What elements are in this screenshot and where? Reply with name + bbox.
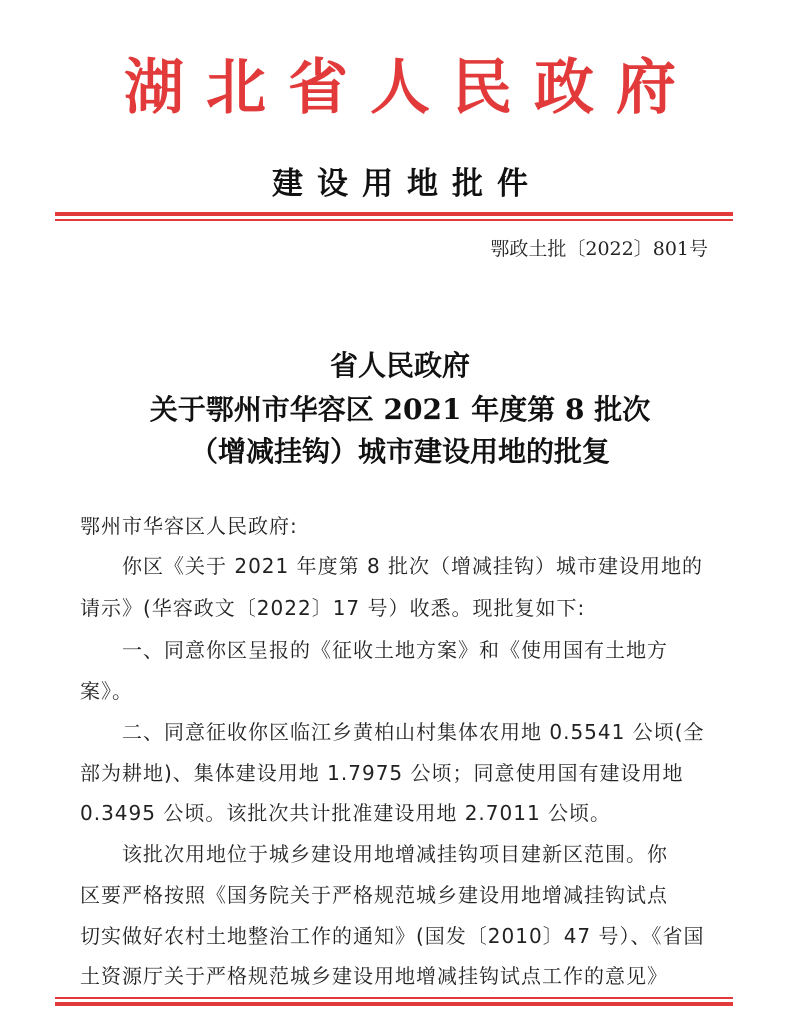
body-line: 你区《关于 2021 年度第 8 批次（增减挂钩）城市建设用地的 bbox=[122, 554, 704, 578]
body-line: 请示》(华容政文〔2022〕17 号）收悉。现批复如下: bbox=[80, 596, 586, 620]
body-line: 一、同意你区呈报的《征收土地方案》和《使用国有土地方 bbox=[122, 638, 668, 662]
body-line: 土资源厅关于严格规范城乡建设用地增减挂钩试点工作的意见》 bbox=[80, 964, 668, 988]
addressee: 鄂州市华容区人民政府: bbox=[80, 514, 298, 538]
document-type: 建设用地批件 bbox=[272, 166, 542, 202]
title-line-1: 省人民政府 bbox=[329, 349, 470, 382]
body-line: 部为耕地)、集体建设用地 1.7975 公顷；同意使用国有建设用地 bbox=[80, 761, 684, 785]
footer-divider-thin bbox=[55, 997, 733, 999]
body-line: 切实做好农村土地整治工作的通知》(国发〔2010〕47 号）、《省国 bbox=[80, 924, 705, 948]
title-line-3: （增减挂钩）城市建设用地的批复 bbox=[189, 435, 610, 468]
masthead-title: 湖北省人民政府 bbox=[124, 53, 698, 123]
body-line: 区要严格按照《国务院关于严格规范城乡建设用地增减挂钩试点 bbox=[80, 883, 668, 907]
header-divider-thick bbox=[55, 212, 733, 216]
footer-divider-thick bbox=[55, 1002, 733, 1006]
title-line-2: 关于鄂州市华容区 2021 年度第 8 批次 bbox=[149, 393, 651, 426]
body-line: 二、同意征收你区临江乡黄柏山村集体农用地 0.5541 公顷(全 bbox=[122, 720, 705, 744]
body-line: 0.3495 公顷。该批次共计批准建设用地 2.7011 公顷。 bbox=[80, 801, 612, 825]
header-divider-thin bbox=[55, 219, 733, 221]
document-number: 鄂政土批〔2022〕801号 bbox=[490, 238, 708, 260]
body-line: 案》。 bbox=[80, 679, 133, 703]
body-line: 该批次用地位于城乡建设用地增减挂钩项目建新区范围。你 bbox=[122, 842, 668, 866]
